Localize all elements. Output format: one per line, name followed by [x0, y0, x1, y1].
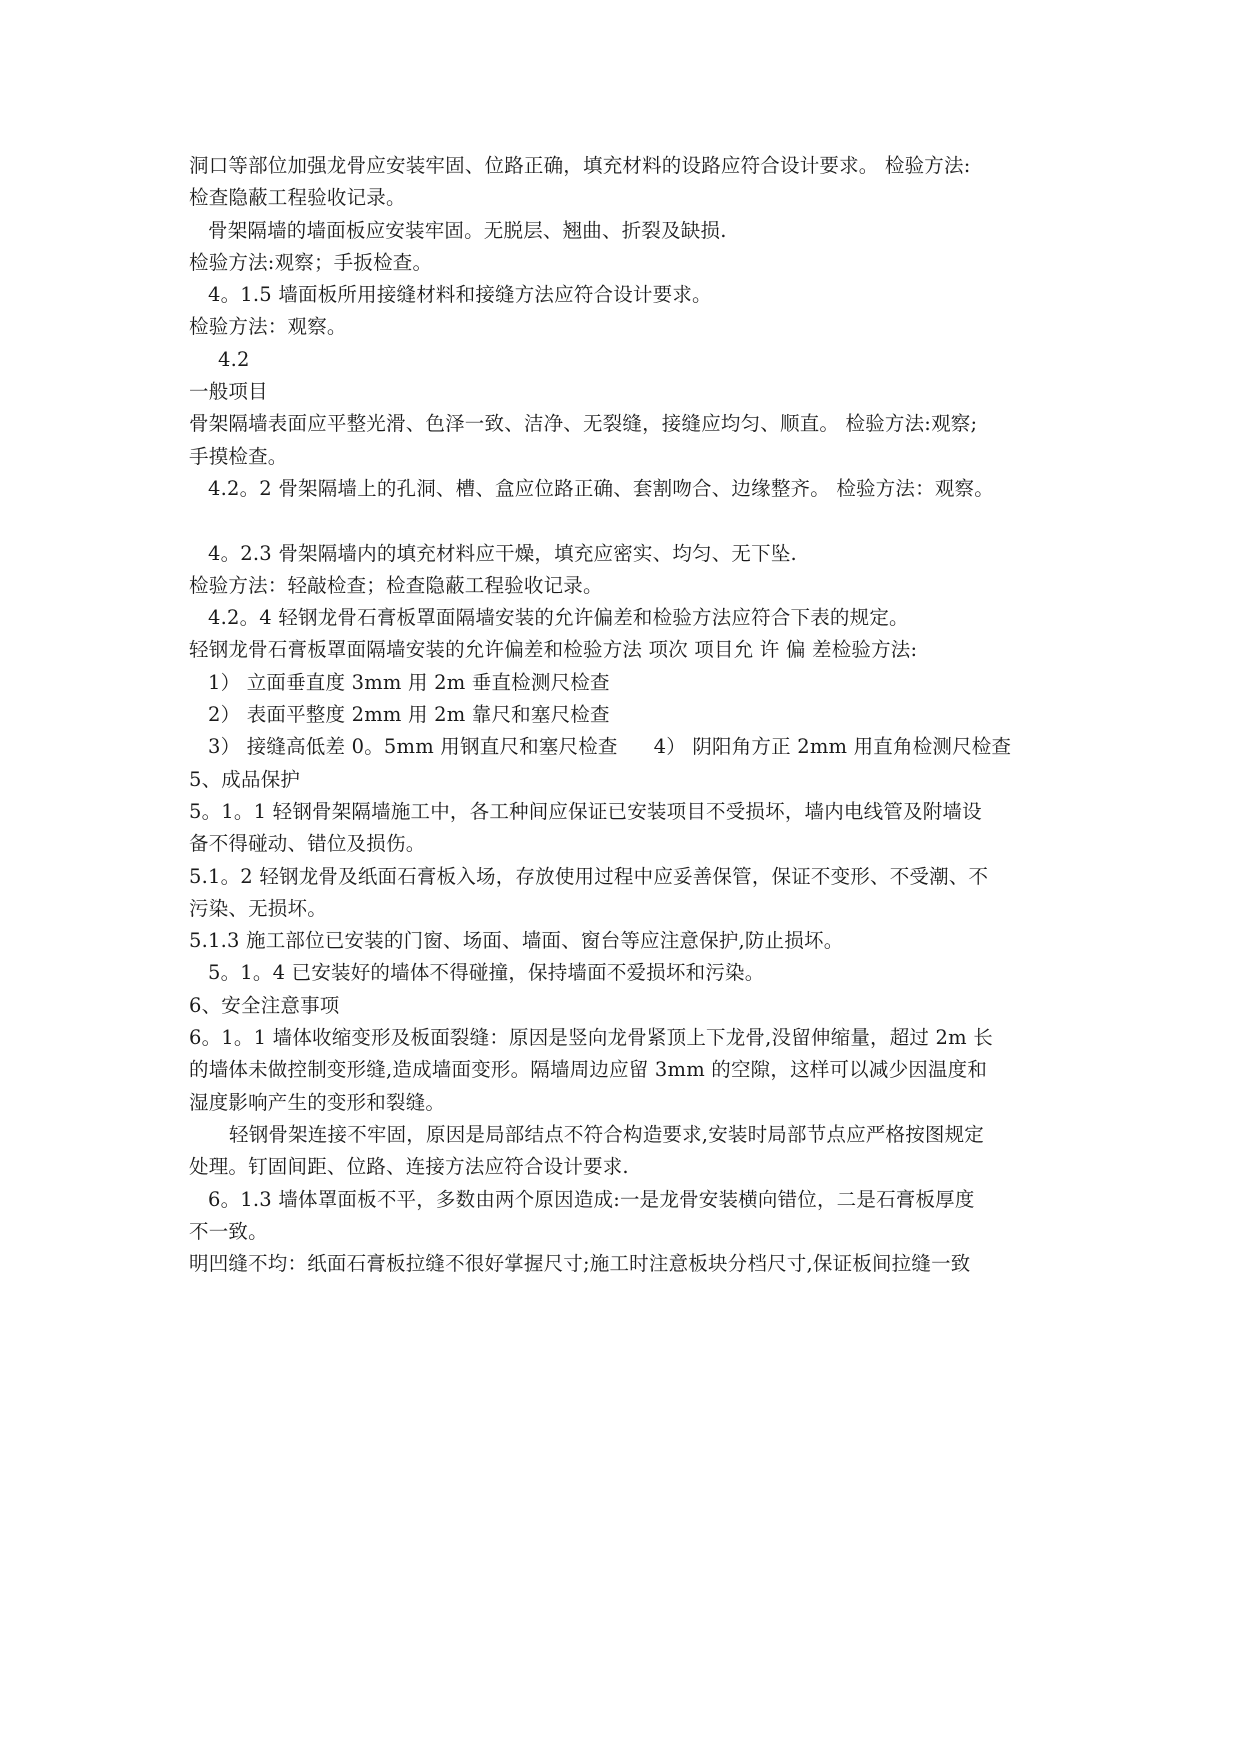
- text-line: 手摸检查。: [189, 444, 288, 468]
- text-line: 5。1。1 轻钢骨架隔墙施工中，各工种间应保证已安装项目不受损坏，墙内电线管及附墙设: [189, 799, 982, 823]
- table-caption: 轻钢龙骨石膏板罩面隔墙安装的允许偏差和检验方法 项次 项目允 许 偏 差检验方法:: [189, 638, 918, 662]
- text-line: 检验方法:观察；手扳检查。: [189, 250, 433, 274]
- text-line: 骨架隔墙表面应平整光滑、色泽一致、洁净、无裂缝，接缝应均匀、顺直。 检验方法:观察;: [189, 412, 978, 436]
- text-line: 明凹缝不均：纸面石膏板拉缝不很好掌握尺寸;施工时注意板块分档尺寸,保证板间拉缝一致: [189, 1252, 971, 1276]
- text-line: 4。2.3 骨架隔墙内的填充材料应干燥，填充应密实、均匀、无下坠.: [208, 541, 797, 565]
- table-item: 2） 表面平整度 2mm 用 2m 靠尺和塞尺检查: [208, 703, 610, 727]
- section-heading: 5、成品保护: [189, 767, 301, 791]
- text-line: 污染、无损坏。: [189, 896, 327, 920]
- table-item: 1） 立面垂直度 3mm 用 2m 垂直检测尺检查: [208, 670, 610, 694]
- text-line: 不一致。: [189, 1219, 268, 1243]
- text-line: 5.1。2 轻钢龙骨及纸面石膏板入场，存放使用过程中应妥善保管，保证不变形、不受潮、不: [189, 864, 989, 888]
- text-line: 备不得碰动、错位及损伤。: [189, 832, 426, 856]
- text-line: 4.2。4 轻钢龙骨石膏板罩面隔墙安装的允许偏差和检验方法应符合下表的规定。: [208, 606, 909, 630]
- table-item-pair: [189, 731, 1059, 763]
- table-item: 3） 接缝高低差 0。5mm 用钢直尺和塞尺检查: [208, 735, 618, 759]
- text-line: 检验方法：轻敲检查；检查隐蔽工程验收记录。: [189, 573, 603, 597]
- text-line: 湿度影响产生的变形和裂缝。: [189, 1090, 446, 1114]
- table-item: 4） 阴阳角方正 2mm 用直角检测尺检查: [653, 735, 1012, 759]
- section-heading: 一般项目: [189, 380, 268, 404]
- text-line: 处理。钉固间距、位路、连接方法应符合设计要求.: [189, 1155, 629, 1179]
- text-line: 检验方法：观察。: [189, 315, 347, 339]
- text-line: 4.2。2 骨架隔墙上的孔洞、槽、盒应位路正确、套割吻合、边缘整齐。 检验方法：观察。: [208, 476, 994, 500]
- text-line: 洞口等部位加强龙骨应安装牢固、位路正确，填充材料的设路应符合设计要求。 检验方法:: [189, 154, 971, 177]
- document-page: [189, 150, 1059, 1280]
- text-line: 4。1.5 墙面板所用接缝材料和接缝方法应符合设计要求。: [208, 283, 712, 307]
- text-line: 的墙体未做控制变形缝,造成墙面变形。隔墙周边应留 3mm 的空隙，这样可以减少因温度和: [189, 1058, 988, 1082]
- text-line: 5。1。4 已安装好的墙体不得碰撞，保持墙面不爱损坏和污染。: [208, 961, 765, 985]
- text-line: 轻钢骨架连接不牢固，原因是局部结点不符合构造要求,安装时局部节点应严格按图规定: [229, 1122, 984, 1146]
- text-line: 5.1.3 施工部位已安装的门窗、场面、墙面、窗台等应注意保护,防止损坏。: [189, 929, 844, 953]
- blank-line: [189, 505, 1059, 537]
- text-line: 检查隐蔽工程验收记录。: [189, 186, 406, 210]
- text-line: 骨架隔墙的墙面板应安装牢固。无脱层、翘曲、折裂及缺损.: [208, 218, 727, 242]
- section-number: 4.2: [218, 347, 250, 371]
- text-line: 6。1。1 墙体收缩变形及板面裂缝：原因是竖向龙骨紧顶上下龙骨,没留伸缩量，超过 2m 长: [189, 1026, 993, 1050]
- text-line: 6。1.3 墙体罩面板不平，多数由两个原因造成:一是龙骨安装横向错位，二是石膏板厚度: [208, 1187, 975, 1211]
- section-heading: 6、安全注意事项: [189, 993, 340, 1017]
